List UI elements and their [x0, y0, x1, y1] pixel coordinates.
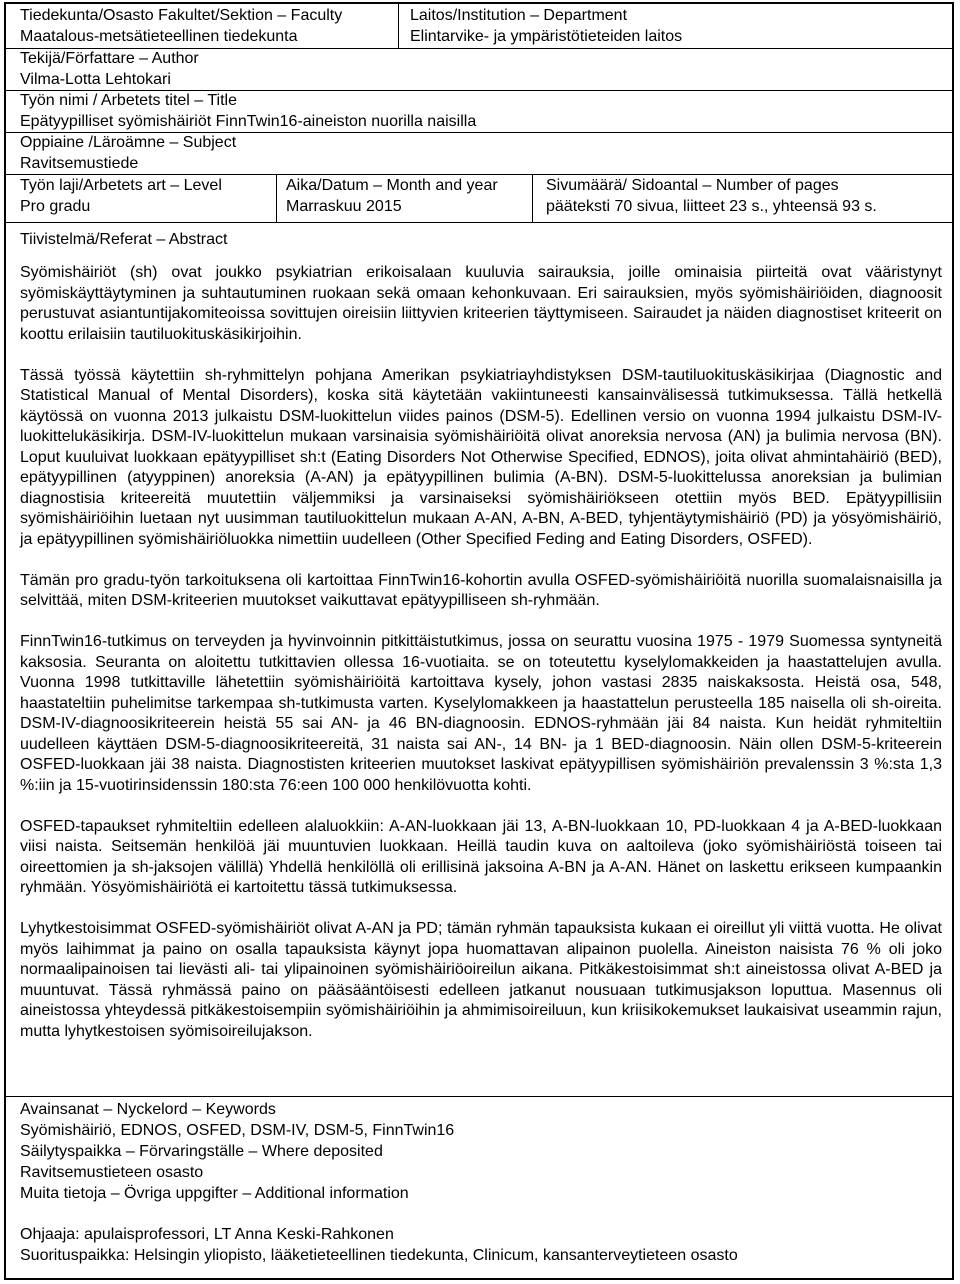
department-cell	[410, 6, 682, 47]
subject-value: Ravitsemustiede	[20, 154, 139, 172]
abstract-paragraph: Tämän pro gradu-työn tarkoituksena oli kartoittaa FinnTwin16-kohortin avulla OSFED-syömishäiriöitä nuorilla suomalaisnaisilla ja selvittää, miten DSM-kriteerien muutokset vaikuttavat epätyypilliseen sh-ryhmään.	[20, 571, 942, 609]
row-divider-abstract	[6, 1096, 952, 1097]
pages-label: Sivumäärä/ Sidoantal – Number of pages	[546, 177, 839, 194]
level-cell	[20, 176, 222, 217]
footer-spacer	[20, 1204, 942, 1224]
abstract-paragraph: Tässä työssä käytettiin sh-ryhmittelyn pohjana Amerikan psykiatriayhdistyksen DSM-tautiluokituskäsikirjaa (Diagnostic and Statistical Manual of Mental Disorders), koska sitä käytetään vakiintuneesti kansainvälisessä tutkimuksessa. Tällä hetkellä käytössä on vuonna 2013 julkaistu DSM-luokittelun viides painos (DSM-5). Edellinen versio on vuonna 1994 julkaistu DSM-IV-luokittelukäsikirja. DSM-IV-luokittelun mukaan varsinaisia syömishäiriöitä olivat anoreksia nervosa (AN) ja bulimia nervosa (BN). Loput kuuluivat luokkaan epätyypilliset sh:t (Eating Disorders Not Otherwise Specified, EDNOS), joita olivat ahmintahäiriö (BED), epätyypillinen (atyyppinen) anoreksia (A-AN) ja epätyypillinen bulimia (A-BN). DSM-5-luokittelussa anoreksian ja bulimian diagnostisia kriteereitä muutettiin väljemmiksi ja varsinaiseksi syömishäiriökseen otettiin myös BED. Epätyypillisiin syömishäiriöihin luetaan nyt uusimman tautiluokittelun mukaan A-AN, A-BN, A-BED, tyhjentäytymishäiriö (PD) ja yösyömishäiriö, ja epätyypillinen syömishäiriöluokka nimettiin uudelleen (Other Specified Feding and Eating Disorders, OSFED).	[20, 366, 942, 548]
column-divider-pages	[532, 174, 533, 222]
abstract-paragraph: OSFED-tapaukset ryhmiteltiin edelleen alaluokkiin: A-AN-luokkaan jäi 13, A-BN-luokkaan 10, PD-luokkaan 4 ja A-BED-luokkaan viisi naista. Seitsemän henkilöä jäi muuntuvien luokkaan. Heillä taudin kuva on aaltoileva (joko syömishäiriöstä toiseen tai oireettomien ja sh-jaksojen välillä) Yhdellä henkilöllä oli erillisinä jaksoina A-BN ja A-AN. Hänet on laskettu erikseen kumpaankin ryhmään. Yösyömishäiriötä ei kartoitettu tässä tutkimuksessa.	[20, 817, 942, 896]
title-value: Epätyypilliset syömishäiriöt FinnTwin16-aineiston nuorilla naisilla	[20, 112, 477, 130]
abstract-label: Tiivistelmä/Referat – Abstract	[20, 231, 228, 248]
abstract-form	[4, 2, 954, 1280]
date-cell	[286, 176, 498, 217]
pages-value: pääteksti 70 sivua, liitteet 23 s., yhteensä 93 s.	[546, 197, 877, 215]
row-divider-subject	[6, 174, 952, 175]
abstract-paragraph: FinnTwin16-tutkimus on terveyden ja hyvinvoinnin pitkittäistutkimus, jossa on seurattu vuosina 1975 - 1979 Suomessa syntyneitä kaksosia. Seuranta on aloitettu tutkittavien ollessa 16-vuotiaita. se on toteutettu kyselylomakkeiden ja haastattelujen avulla. Vuonna 1998 tutkittaville lähetettiin syömishäiriöitä kartoittava kysely, johon vastasi 2835 naiskaksosta. Heistä osa, 548, haastateltiin puhelimitse tarkempaa sh-tutkimusta varten. Kyselylomakkeen ja haastattelun perusteella 185 naisella oli sh-oireita. DSM-IV-diagnoosikriteerein heistä 55 sai AN- ja 46 BN-diagnoosin. EDNOS-ryhmään jäi 84 naista. Kun heidät ryhmiteltiin uudelleen käyttäen DSM-5-diagnoosikriteereitä, 31 naista sai AN-, 14 BN- ja 1 BED-diagnoosin. Näin ollen DSM-5-kriteerein OSFED-luokkaan jäi 38 naista. Diagnostisten kriteerien muutokset laskivat epätyypillisen syömishäiriön prevalenssin 3 %:sta 1,3 %:iin ja 15-vuotirinsidenssin 180:sta 76:een 100 000 henkilövuotta kohti.	[20, 633, 942, 794]
department-value: Elintarvike- ja ympäristötieteiden laitos	[410, 27, 683, 45]
subject-label: Oppiaine /Läroämne – Subject	[20, 134, 237, 151]
faculty-label: Tiedekunta/Osasto Fakultet/Sektion – Faculty	[20, 7, 343, 24]
keywords-label: Avainsanat – Nyckelord – Keywords	[20, 1101, 276, 1118]
faculty-value: Maatalous-metsätieteellinen tiedekunta	[20, 27, 298, 45]
column-divider-department	[398, 4, 399, 48]
level-label: Työn laji/Arbetets art – Level	[20, 177, 222, 194]
date-value: Marraskuu 2015	[286, 197, 402, 215]
department-label: Laitos/Institution – Department	[410, 7, 628, 24]
abstract-paragraph: Syömishäiriöt (sh) ovat joukko psykiatrian erikoisalaan kuuluvia sairauksia, joille ominaisia piirteitä ovat vääristynyt syömiskäyttäytyminen ja suhtautuminen ruokaan sekä omaan kehonkuvaan. Eri sairauksien, myös syömishäiriöiden, diagnoosit perustuvat asiantuntijakomiteoissa sovittujen oireisiin liittyvien kriteerien täyttymiseen. Sairaudet ja näiden diagnostiset kriteerit on koottu erilaisiin tautiluokituskäsikirjoihin.	[20, 264, 942, 343]
pages-cell	[546, 176, 877, 217]
author-cell	[20, 49, 199, 90]
additional-info-label: Muita tietoja – Övriga uppgifter – Additional information	[20, 1185, 409, 1202]
deposited-value: Ravitsemustieteen osasto	[20, 1164, 204, 1181]
level-value: Pro gradu	[20, 197, 91, 215]
faculty-cell	[20, 6, 342, 47]
abstract-paragraph: Lyhytkestoisimmat OSFED-syömishäiriöt olivat A-AN ja PD; tämän ryhmän tapauksista kukaan ei oireillut yli viittä vuotta. He olivat myös laihimmat ja paino on osalla tapauksista käynyt jopa huomattavan alipainon puolella. Aineiston naisista 76 % oli joko normaalipainoisen tai lievästi ali- tai ylipainoinen syömishäiriöoireilun aikana. Pitkäkestoisimmat sh:t aineistossa olivat A-BED ja muuntuvat. Tässä ryhmässä paino on pääsääntöisesti edelleen jatkanut nousuaan tutkimusjakson loputtua. Masennus oli aineistossa yhteydessä pitkäkestoisempiin syömishäiriöihin ja ahmimisoireiluun, kun kriisikokemukset laukaisivat useammin rajun, mutta lyhytkestoisen syömisoireilujakson.	[20, 920, 942, 1040]
author-value: Vilma-Lotta Lehtokari	[20, 70, 171, 88]
completion-place-text: Suorituspaikka: Helsingin yliopisto, lääketieteellinen tiedekunta, Clinicum, kansanterveytieteen osasto	[20, 1247, 738, 1264]
footer-block	[20, 1099, 942, 1266]
supervisor-text: Ohjaaja: apulaisprofessori, LT Anna Keski-Rahkonen	[20, 1226, 394, 1243]
column-divider-date	[276, 174, 277, 222]
date-label: Aika/Datum – Month and year	[286, 177, 498, 194]
keywords-value: Syömishäiriö, EDNOS, OSFED, DSM-IV, DSM-5, FinnTwin16	[20, 1122, 455, 1139]
title-label: Työn nimi / Arbetets titel – Title	[20, 92, 237, 109]
abstract-body	[20, 263, 942, 1063]
deposited-label: Säilytyspaikka – Förvaringställe – Where deposited	[20, 1143, 383, 1160]
author-label: Tekijä/Författare – Author	[20, 50, 199, 67]
title-cell	[20, 91, 476, 132]
row-divider-level	[6, 222, 952, 223]
subject-cell	[20, 133, 236, 174]
